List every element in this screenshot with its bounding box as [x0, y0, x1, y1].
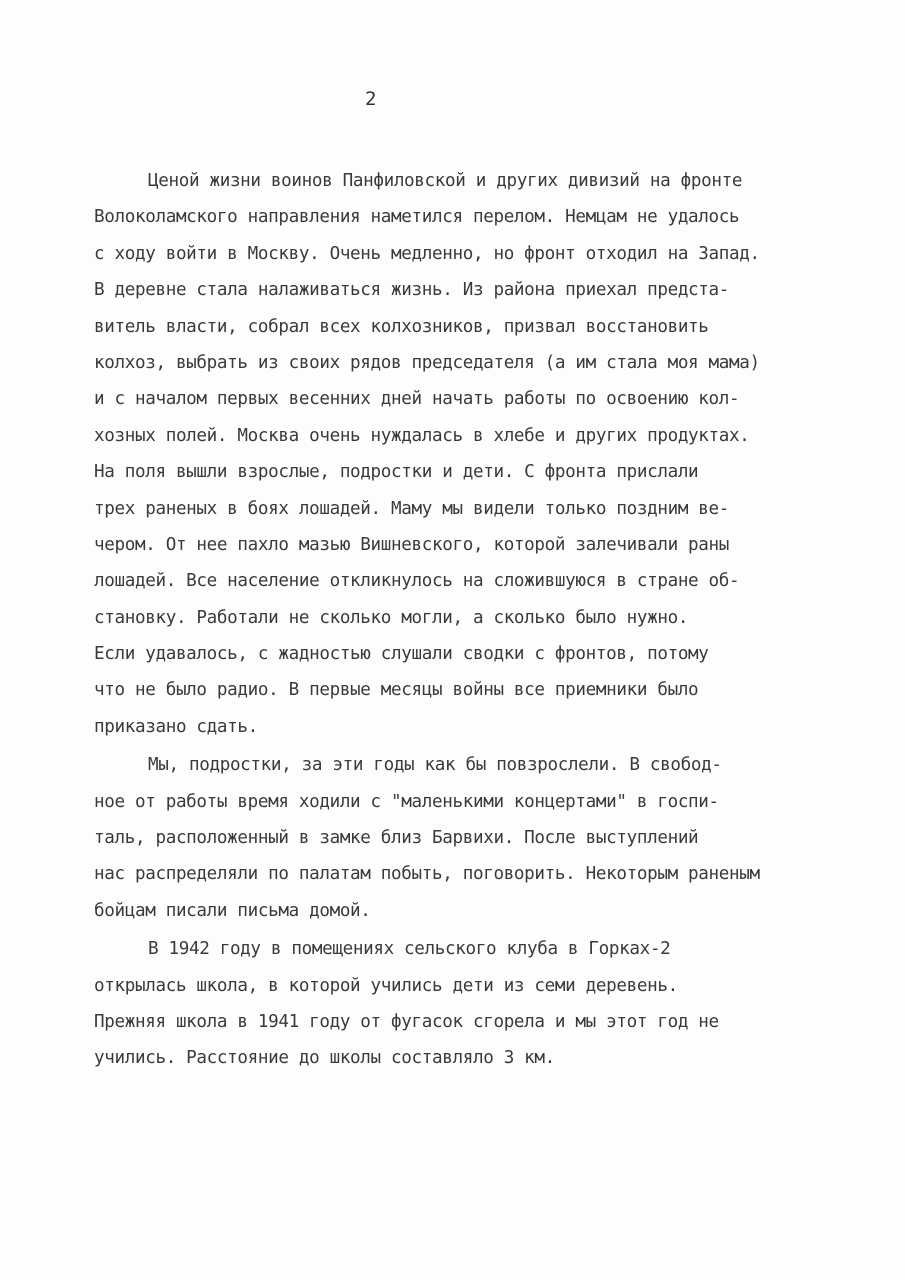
text-line: хозных полей. Москва очень нуждалась в хлебе и других продуктах. — [94, 425, 750, 446]
paragraph-2 — [94, 747, 824, 929]
text-line: открылась школа, в которой учились дети из семи деревень. — [94, 975, 678, 996]
text-line: таль, расположенный в замке близ Барвихи. После выступлений — [94, 828, 699, 849]
page-number: 2 — [365, 88, 377, 110]
text-line: Если удавалось, с жадностью слушали сводки с фронтов, потому — [94, 644, 709, 665]
text-line: с ходу войти в Москву. Очень медленно, но фронт отходил на Запад. — [94, 243, 760, 264]
text-line: лошадей. Все население откликнулось на сложившуюся в стране об- — [94, 571, 740, 592]
text-line: становку. Работали не сколько могли, а сколько было нужно. — [94, 607, 689, 628]
text-line: учились. Расстояние до школы составляло 3 км. — [94, 1048, 555, 1069]
text-line: В деревне стала налаживаться жизнь. Из района приехал предста- — [94, 280, 730, 301]
text-line: трех раненых в боях лошадей. Маму мы видели только поздним ве- — [94, 498, 730, 519]
document-body — [94, 163, 824, 1077]
text-line: Ценой жизни воинов Панфиловской и других дивизий на фронте — [148, 171, 743, 191]
text-line: бойцам писали письма домой. — [94, 900, 371, 921]
paragraph-3 — [94, 931, 824, 1077]
text-line: нас распределяли по палатам побыть, поговорить. Некоторым раненым — [94, 864, 760, 885]
text-line: витель власти, собрал всех колхозников, призвал восстановить — [94, 316, 709, 337]
text-line: ное от работы время ходили с "маленькими концертами" в госпи- — [94, 791, 719, 812]
text-line: чером. От нее пахло мазью Вишневского, которой залечивали раны — [94, 534, 730, 555]
paragraph-1 — [94, 163, 824, 745]
text-line: Прежняя школа в 1941 году от фугасок сгорела и мы этот год не — [94, 1011, 719, 1032]
text-line: В 1942 году в помещениях сельского клуба в Горках-2 — [148, 939, 671, 960]
text-line: Волоколамского направления наметился перелом. Немцам не удалось — [94, 207, 740, 228]
text-line: и с началом первых весенних дней начать работы по освоению кол- — [94, 389, 740, 410]
text-line: что не было радио. В первые месяцы войны все приемники было — [94, 680, 699, 701]
text-line: На поля вышли взрослые, подростки и дети. С фронта прислали — [94, 462, 699, 483]
text-line: приказано сдать. — [94, 716, 258, 737]
text-line: Мы, подростки, за эти годы как бы повзрослели. В свобод- — [148, 755, 722, 776]
text-line: колхоз, выбрать из своих рядов председателя (а им стала моя мама) — [94, 352, 760, 373]
